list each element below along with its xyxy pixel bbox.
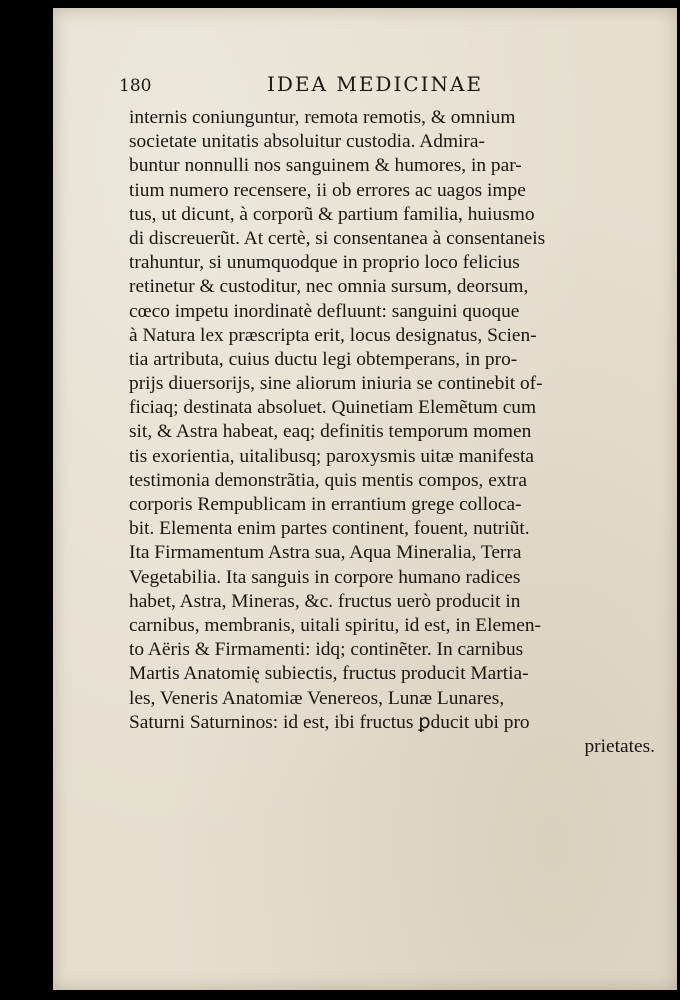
text-line: di discreuerũt. At certè, si consentanea à consentaneis xyxy=(129,227,546,249)
text-line: Vegetabilia. Ita sanguis in corpore humano radices xyxy=(129,566,521,588)
text-line: prijs diuersorijs, sine aliorum iniuria se continebit of- xyxy=(129,373,543,395)
text-line: Martis Anatomię subiectis, fructus producit Martia- xyxy=(129,663,529,685)
text-line: bit. Elementa enim partes continent, fouent, nutriũt. xyxy=(129,518,530,540)
text-line: tia artributa, cuius ductu legi obtemperans, in pro- xyxy=(129,348,518,370)
text-line: to Aëris & Firmamenti: idq; continẽter. In carnibus xyxy=(129,639,524,661)
catchword: prietates. xyxy=(584,735,655,757)
text-line: tis exorientia, uitalibusq; paroxysmis uitæ manifesta xyxy=(129,445,534,467)
text-line: habet, Astra, Mineras, &c. fructus uerò producit in xyxy=(129,590,521,612)
text-line: Ita Firmamentum Astra sua, Aqua Mineralia, Terra xyxy=(129,542,522,564)
running-title: IDEA MEDICINAE xyxy=(267,72,484,96)
text-line: corporis Rempublicam in errantium grege colloca- xyxy=(129,494,522,515)
text-line: tium numero recensere, ii ob errores ac uagos impe xyxy=(129,179,526,201)
text-line: tus, ut dicunt, à corporũ & partium familia, huiusmo xyxy=(129,203,535,225)
text-line: buntur nonnulli nos sanguinem & humores, in par- xyxy=(129,155,522,177)
text-line: sit, & Astra habeat, eaq; definitis temporum momen xyxy=(129,421,532,443)
text-line: trahuntur, si unumquodque in proprio loco felicius xyxy=(129,252,520,274)
text-line: cœco impetu inordinatè defluunt: sanguini quoque xyxy=(129,300,520,322)
text-line: societate unitatis absoluitur custodia. Admira- xyxy=(129,131,485,153)
text-line: ficiaq; destinata absoluet. Quinetiam Elemẽtum cum xyxy=(129,397,537,419)
text-line: retinetur & custoditur, nec omnia sursum, deorsum, xyxy=(129,276,529,298)
body-text xyxy=(129,106,665,759)
text-line: Saturni Saturninos: id est, ibi fructus ꝑducit ubi pro xyxy=(129,711,530,733)
text-line: internis coniunguntur, remota remotis, & omnium xyxy=(129,107,516,128)
page-header xyxy=(119,72,589,102)
text-line: carnibus, membranis, uitali spiritu, id est, in Elemen- xyxy=(129,614,541,636)
page-number: 180 xyxy=(119,76,152,96)
text-line: à Natura lex præscripta erit, locus designatus, Scien- xyxy=(129,324,537,346)
text-line: les, Veneris Anatomiæ Venereos, Lunæ Lunares, xyxy=(129,687,505,709)
book-page xyxy=(53,8,677,990)
text-line: testimonia demonstrãtia, quis mentis compos, extra xyxy=(129,469,527,491)
